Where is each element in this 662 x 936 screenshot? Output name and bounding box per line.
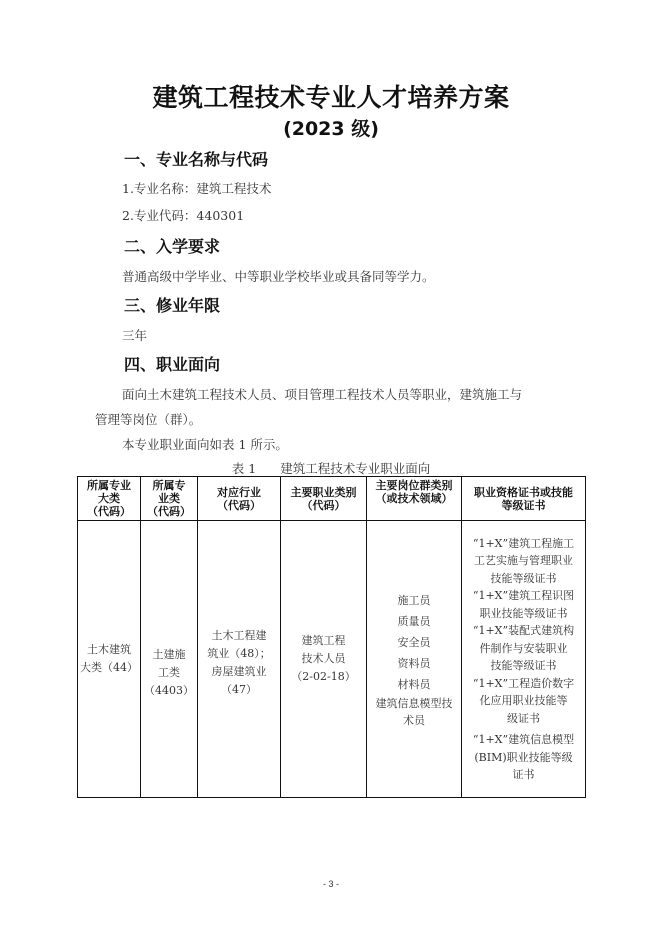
table-reference-text: 本专业职业面向如表 1 所示。 — [122, 437, 288, 452]
table-header-row — [78, 477, 586, 521]
certificate-item: “1+X”建筑信息模型 (BIM)职业技能等级 证书 — [472, 733, 575, 781]
header-major-class: 所属专 业类 （代码） — [141, 477, 198, 521]
certificate-item: “1+X”建筑工程识图 职业技能等级证书 — [472, 589, 575, 620]
page-title: 建筑工程技术专业人才培养方案 — [152, 83, 510, 112]
certificate-item: “1+X”建筑工程施工 工艺实施与管理职业 技能等级证书 — [472, 536, 575, 585]
certificate-item: “1+X”装配式建筑构 件制作与安装职业 技能等级证书 — [472, 624, 575, 672]
table-caption — [0, 459, 662, 477]
certificate-item: “1+X”工程造价数字 化应用职业技能等 级证书 — [472, 676, 575, 725]
table-caption-label: 表 1 — [231, 461, 257, 476]
admission-requirement-text: 普通高级中学毕业、中等职业学校毕业或具备同等学力。 — [122, 269, 435, 284]
major-code-line: 2.专业代码：440301 — [122, 208, 245, 223]
cell-industry: 土木工程建 筑业（48）； 房屋建筑业 （47） — [198, 521, 281, 798]
career-orientation-para-line2: 管理等岗位（群）。 — [95, 412, 202, 427]
table-row — [78, 521, 586, 798]
section-heading-2: 二、入学要求 — [124, 237, 221, 256]
cell-certificates — [462, 521, 586, 798]
cell-occupation: 建筑工程 技术人员 （2-02-18） — [281, 521, 367, 798]
table-caption-title: 建筑工程技术专业职业面向 — [280, 461, 431, 476]
header-major-category: 所属专业 大类 （代码） — [78, 477, 141, 521]
header-certificates: 职业资格证书或技能 等级证书 — [462, 477, 586, 521]
career-orientation-para-line1: 面向土木建筑工程技术人员、项目管理工程技术人员等职业，建筑施工与 — [122, 387, 523, 402]
page-subtitle: (2023 级) — [283, 118, 379, 140]
section-heading-1: 一、专业名称与代码 — [124, 150, 269, 169]
section-heading-4: 四、职业面向 — [124, 355, 221, 374]
cell-major-category: 土木建筑 大类（44） — [78, 521, 141, 798]
header-occupation: 主要职业类别 （代码） — [281, 477, 367, 521]
page-number: - 3 - — [322, 879, 339, 889]
header-positions: 主要岗位群类别 （或技术领域） — [367, 477, 462, 521]
section-heading-3: 三、修业年限 — [124, 296, 221, 315]
cell-positions: 施工员 质量员 安全员 资料员 材料员 建筑信息模型技 术员 — [367, 521, 462, 798]
study-duration-text: 三年 — [122, 328, 148, 343]
major-name-line: 1.专业名称：建筑工程技术 — [122, 181, 272, 196]
header-industry: 对应行业 （代码） — [198, 477, 281, 521]
career-orientation-table — [77, 476, 586, 798]
cell-major-class: 土建施 工类 （4403） — [141, 521, 198, 798]
